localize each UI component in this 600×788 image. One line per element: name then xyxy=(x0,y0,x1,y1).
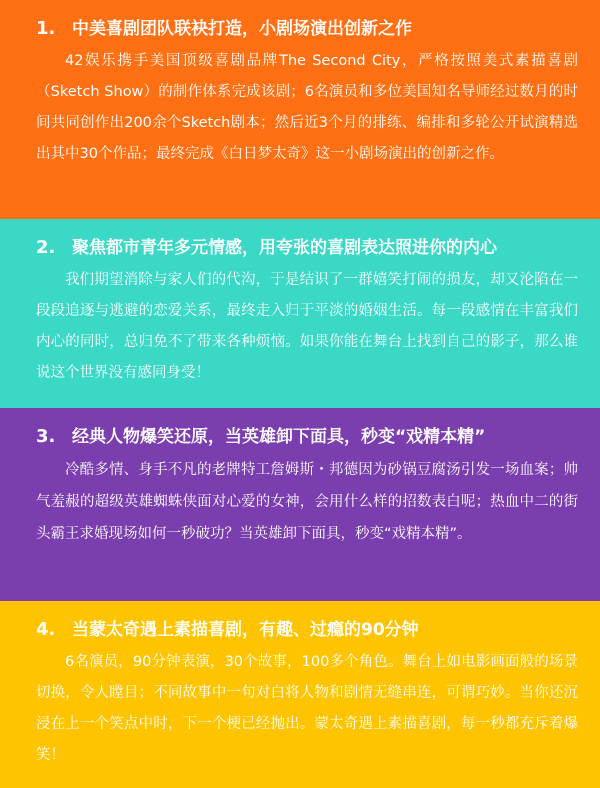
section-1-heading xyxy=(36,16,578,42)
section-3-title: 经典人物爆笑还原，当英雄卸下面具，秒变“戏精本精” xyxy=(72,427,486,447)
section-2-number: 2. xyxy=(36,237,56,258)
section-4 xyxy=(0,601,600,788)
section-1-number: 1. xyxy=(36,18,56,39)
section-4-body: 6名演员，90分钟表演，30个故事，100多个角色。舞台上如电影画面般的场景切换，令人瞠目；不同故事中一句对白将人物和剧情无缝串连，可谓巧妙。当你还沉浸在上一个笑点中时，下一个梗已经抛出。蒙太奇遇上素描喜剧，每一秒都充斥着爆笑！ xyxy=(36,654,578,763)
section-2-body: 我们期望消除与家人们的代沟，于是结识了一群嬉笑打闹的损友，却又沦陷在一段段追逐与逃避的恋爱关系，最终走入归于平淡的婚姻生活。每一段感情在丰富我们内心的同时，总归免不了带来各种烦恼。如果你能在舞台上找到自己的影子，那么谁说这个世界没有感同身受！ xyxy=(36,272,578,381)
section-3-number: 3. xyxy=(36,426,56,447)
section-3-heading xyxy=(36,424,578,450)
section-2-heading xyxy=(36,235,578,261)
section-3-body: 冷酷多情、身手不凡的老牌特工詹姆斯・邦德因为砂锅豆腐汤引发一场血案；帅气羞赧的超级英雄蜘蛛侠面对心爱的女神，会用什么样的招数表白呢；热血中二的街头霸王求婚现场如何一秒破功？当英雄卸下面具，秒变“戏精本精”。 xyxy=(36,462,578,542)
section-2 xyxy=(0,219,600,408)
section-2-title: 聚焦都市青年多元情感，用夸张的喜剧表达照进你的内心 xyxy=(72,238,497,258)
section-3 xyxy=(0,408,600,601)
section-1-title: 中美喜剧团队联袂打造，小剧场演出创新之作 xyxy=(72,19,412,39)
section-4-title: 当蒙太奇遇上素描喜剧，有趣、过瘾的90分钟 xyxy=(72,620,419,640)
section-4-heading xyxy=(36,617,578,643)
section-4-number: 4. xyxy=(36,619,56,640)
section-1-body: 42娱乐携手美国顶级喜剧品牌The Second City，严格按照美式素描喜剧（Sketch Show）的制作体系完成该剧；6名演员和多位美国知名导师经过数月的时间共同创作出200余个Sketch剧本；然后近3个月的排练、编排和多轮公开试演精选出其中30个作品；最终完成《白日梦太奇》这一小剧场演出的创新之作。 xyxy=(36,53,578,162)
section-1 xyxy=(0,0,600,219)
